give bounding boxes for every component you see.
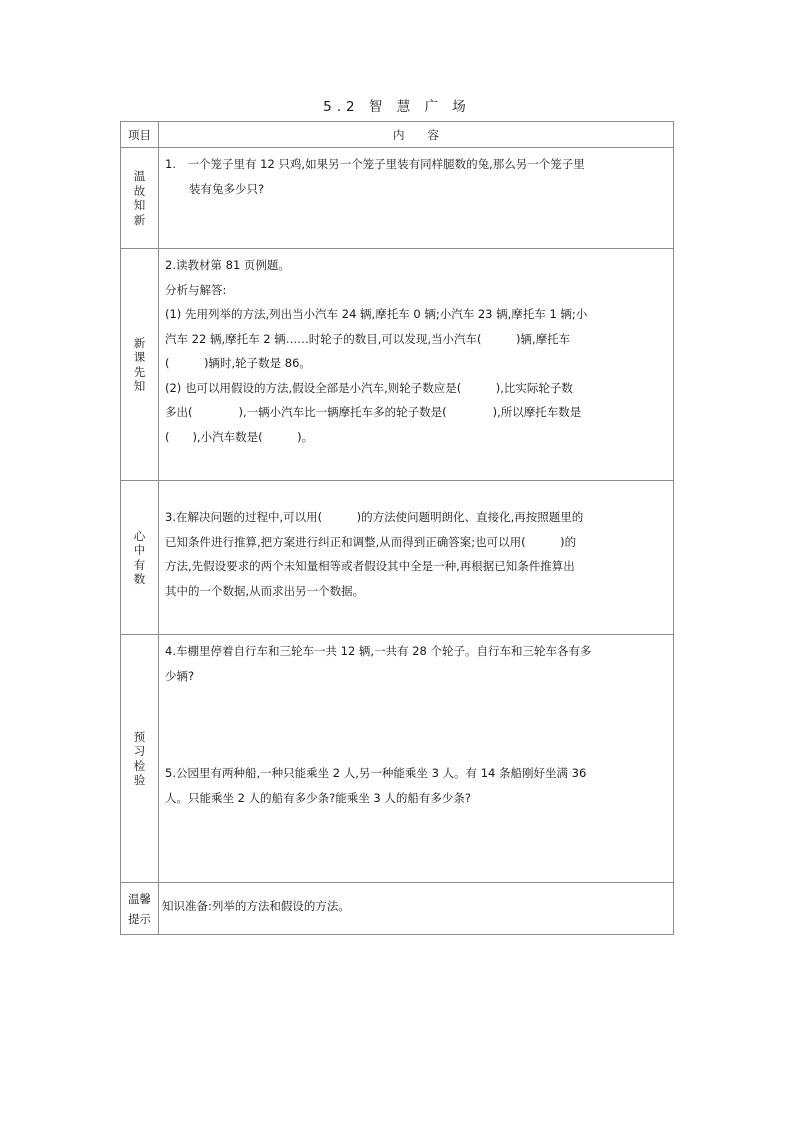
question-2-line-8: ( ),小汽车数是( )。 bbox=[165, 429, 314, 444]
question-5-line-2: 人。只能乘坐 2 人的船有多少条?能乘坐 3 人的船有多少条? bbox=[165, 790, 471, 805]
table-row-key-points bbox=[121, 481, 674, 635]
question-2-line-4: 汽车 22 辆,摩托车 2 辆……时轮子的数目,可以发现,当小汽车( )辆,摩托车 bbox=[165, 331, 571, 346]
question-3-line-1: 3.在解决问题的过程中,可以用( )的方法使问题明朗化、直接化,再按照题里的 bbox=[165, 510, 584, 524]
row-label-preview-check: 预习检验 bbox=[133, 729, 146, 787]
question-3-line-4: 其中的一个数据,从而求出另一个数据。 bbox=[165, 583, 365, 598]
tips-text: 知识准备:列举的方法和假设的方法。 bbox=[162, 899, 350, 913]
content-cell-key-points bbox=[159, 481, 674, 635]
table-row-new-lesson bbox=[121, 249, 674, 481]
question-2-line-2: 分析与解答: bbox=[165, 282, 227, 297]
header-content-cell: 内 容 bbox=[159, 122, 674, 148]
question-2-line-6: (2) 也可以用假设的方法,假设全部是小汽车,则轮子数应是( ),比实际轮子数 bbox=[165, 380, 573, 395]
row-label-cell bbox=[121, 481, 159, 635]
row-label-cell bbox=[121, 635, 159, 883]
question-4-line-2: 少辆? bbox=[165, 668, 195, 683]
header-item-cell: 项目 bbox=[121, 122, 159, 148]
answer-space bbox=[165, 688, 667, 761]
question-4-line-1: 4.车棚里停着自行车和三轮车一共 12 辆,一共有 28 个轮子。自行车和三轮车各有多 bbox=[165, 644, 592, 658]
content-cell-new-lesson bbox=[159, 249, 674, 481]
row-label-new-lesson: 新课先知 bbox=[133, 335, 146, 393]
content-cell-preview-check bbox=[159, 635, 674, 883]
row-label-tips: 温馨提示 bbox=[128, 891, 151, 926]
question-2-line-5: ( )辆时,轮子数是 86。 bbox=[165, 356, 311, 370]
content-cell-review bbox=[159, 148, 674, 249]
row-label-cell bbox=[121, 249, 159, 481]
question-2-line-7: 多出( ),一辆小汽车比一辆摩托车多的轮子数是( ),所以摩托车数是 bbox=[165, 405, 582, 419]
question-3-line-3: 方法,先假设要求的两个未知量相等或者假设其中全是一种,再根据已知条件推算出 bbox=[165, 559, 575, 573]
question-1-line-1: 1. 一个笼子里有 12 只鸡,如果另一个笼子里装有同样腿数的兔,那么另一个笼子里 bbox=[165, 157, 585, 171]
table-header-row bbox=[121, 122, 674, 148]
table-row-review bbox=[121, 148, 674, 249]
row-label-cell bbox=[121, 148, 159, 249]
page-title: 5.2 智 慧 广 场 bbox=[323, 99, 471, 115]
question-1-line-2: 装有兔多少只? bbox=[189, 181, 265, 196]
preview-worksheet-table bbox=[120, 121, 674, 935]
question-5-line-1: 5.公园里有两种船,一种只能乘坐 2 人,另一种能乘坐 3 人。有 14 条船刚好坐满 36 bbox=[165, 766, 587, 780]
question-2-line-1: 2.读教材第 81 页例题。 bbox=[165, 258, 290, 272]
table-row-tips bbox=[121, 883, 674, 935]
content-cell-tips bbox=[159, 883, 674, 935]
table-row-preview-check bbox=[121, 635, 674, 883]
row-label-review: 温故知新 bbox=[133, 169, 146, 227]
row-label-cell bbox=[121, 883, 159, 935]
question-3-line-2: 已知条件进行推算,把方案进行纠正和调整,从而得到正确答案;也可以用( )的 bbox=[165, 534, 577, 549]
question-2-line-3: (1) 先用列举的方法,列出当小汽车 24 辆,摩托车 0 辆;小汽车 23 辆,摩托车 1 辆;小 bbox=[165, 307, 588, 321]
row-label-key-points: 心中有数 bbox=[133, 528, 146, 586]
